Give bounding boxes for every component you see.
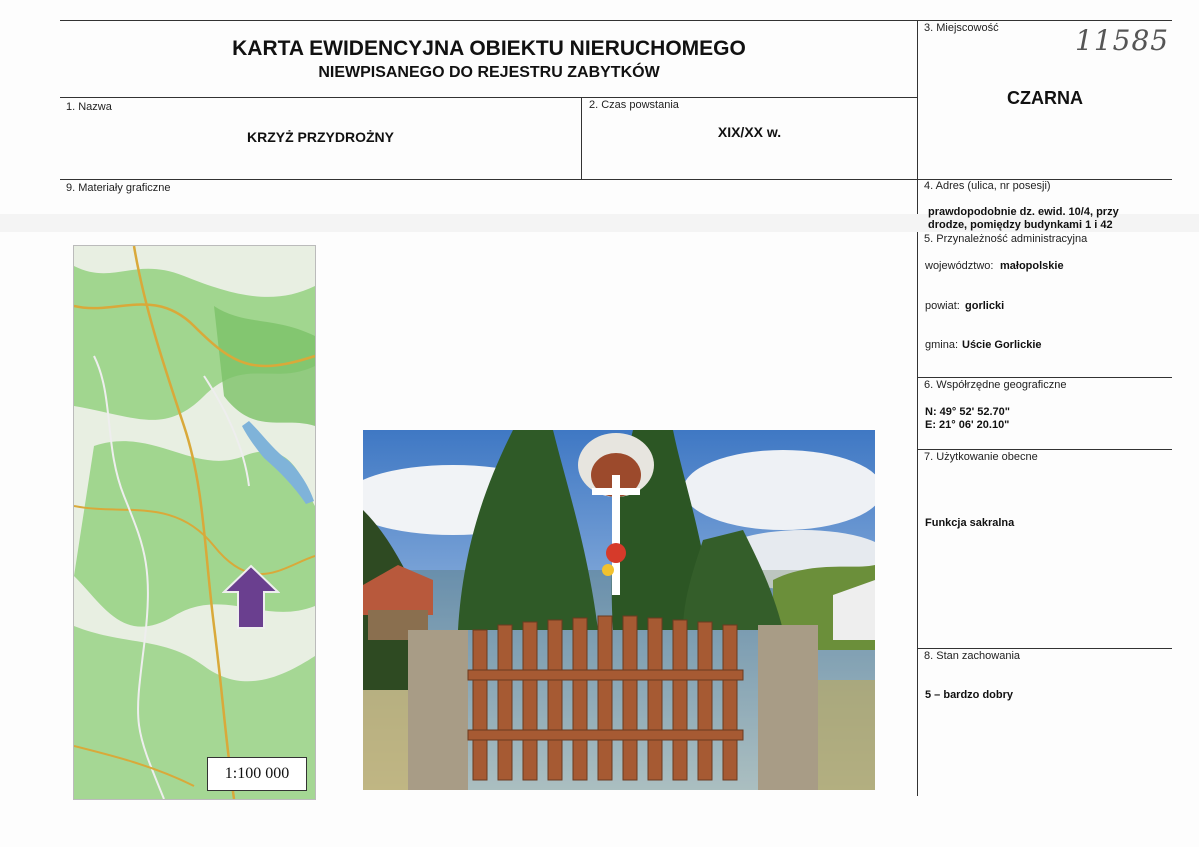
time-value: XIX/XX w.: [717, 124, 782, 140]
name-value: KRZYŻ PRZYDROŻNY: [247, 129, 394, 145]
coords-bottom-line: [918, 449, 1172, 450]
card-subtitle: NIEWPISANEGO DO REJESTRU ZABYTKÓW: [318, 64, 660, 81]
voivodeship-value: małopolskie: [1000, 260, 1064, 272]
locality-value: CZARNA: [1007, 88, 1083, 108]
card-title: KARTA EWIDENCYJNA OBIEKTU NIERUCHOMEGO: [232, 37, 746, 60]
coord-e: E: 21° 06' 20.10": [925, 419, 1010, 431]
commune-label: gmina:: [925, 339, 959, 351]
usage-value: Funkcja sakralna: [925, 517, 1015, 529]
handwritten-ref-number: 11585: [1075, 24, 1170, 57]
locality-label: 3. Miejscowość: [924, 22, 999, 34]
photo-graphic: [363, 430, 875, 790]
commune-value: Uście Gorlickie: [962, 339, 1042, 351]
location-arrow-icon: [222, 564, 280, 630]
county-label: powiat:: [925, 300, 960, 312]
condition-label: 8. Stan zachowania: [924, 650, 1021, 662]
admin-bottom-line: [918, 377, 1172, 378]
coord-n: N: 49° 52' 52.70": [925, 406, 1011, 418]
condition-value: 5 – bardzo dobry: [925, 689, 1014, 701]
address-label: 4. Adres (ulica, nr posesji): [924, 180, 1051, 192]
map-graphic: [74, 246, 315, 799]
graphics-label: 9. Materiały graficzne: [66, 182, 171, 194]
county-value: gorlicki: [965, 300, 1005, 312]
admin-label: 5. Przynależność administracyjna: [924, 233, 1088, 245]
title-bottom-line: [60, 97, 918, 98]
top-border: [60, 20, 1172, 21]
location-map: [73, 245, 316, 800]
shrine-photo: [363, 430, 875, 790]
time-label: 2. Czas powstania: [589, 99, 679, 111]
right-column-divider: [917, 20, 918, 796]
voivodeship-label: województwo:: [925, 260, 994, 272]
map-scale: 1:100 000: [207, 757, 307, 791]
address-line-1: prawdopodobnie dz. ewid. 10/4, przy: [928, 206, 1119, 218]
usage-label: 7. Użytkowanie obecne: [924, 451, 1038, 463]
usage-bottom-line: [918, 648, 1172, 649]
coords-label: 6. Współrzędne geograficzne: [924, 379, 1067, 391]
name-label: 1. Nazwa: [66, 101, 112, 113]
address-line-2: drodze, pomiędzy budynkami 1 i 42: [928, 219, 1113, 231]
